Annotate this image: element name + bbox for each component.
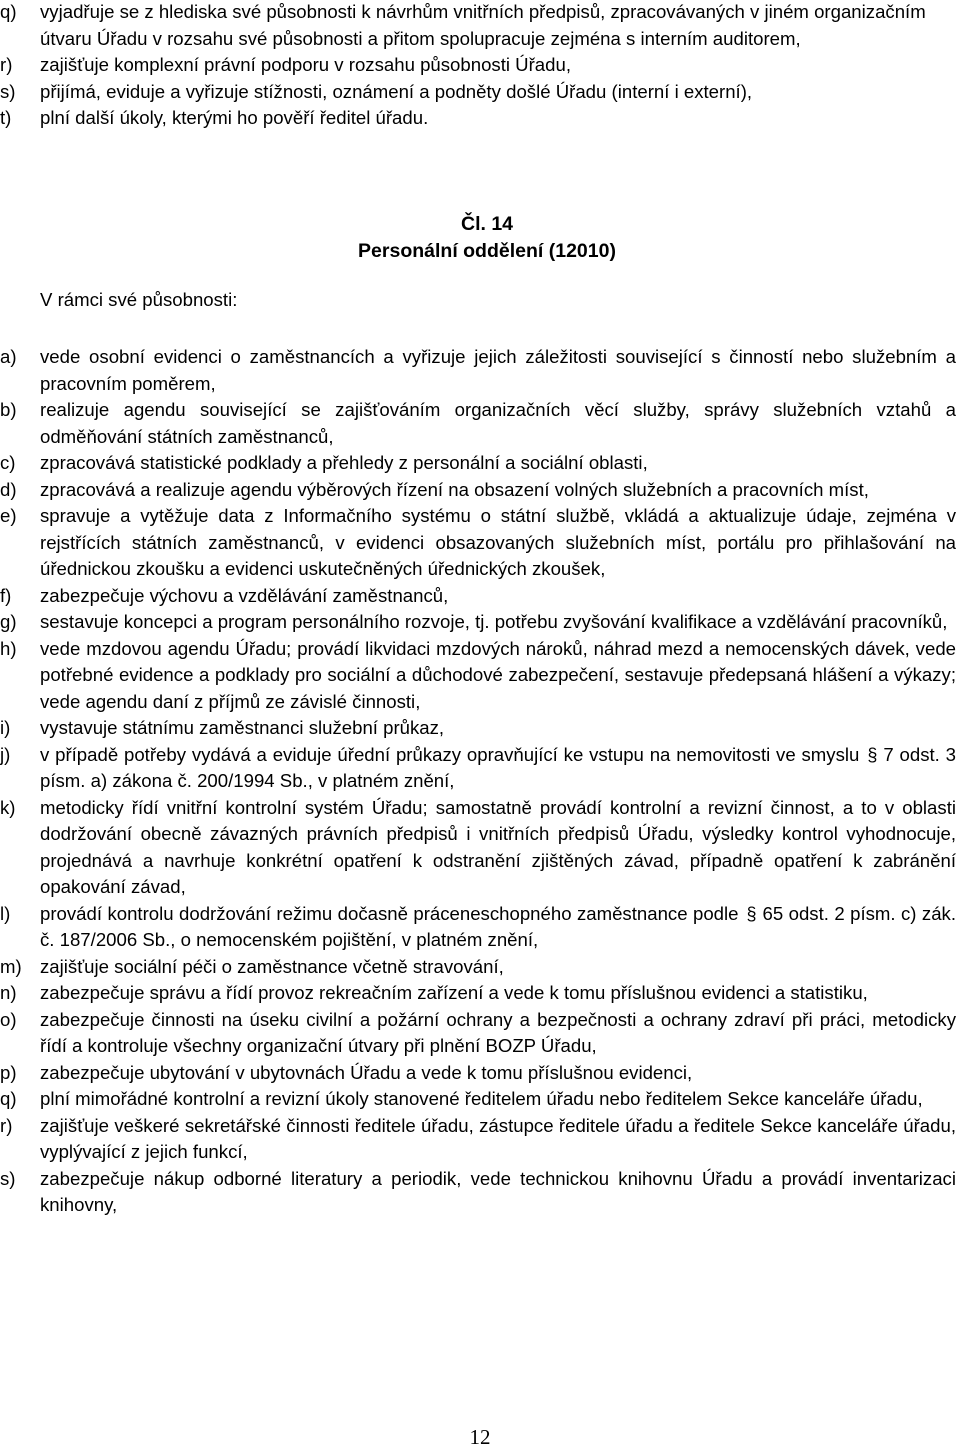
item-text-before: provádí kontrolu dodržování režimu dočasně práceneschopného zaměstnance podle (40, 902, 739, 924)
item-text: zajišťuje sociální péči o zaměstnance včetně stravování, (40, 955, 504, 977)
item-label: e) (0, 505, 17, 526)
item-text: vystavuje státnímu zaměstnanci služební průkaz, (40, 717, 445, 738)
article-intro: V rámci své působnosti: (40, 289, 238, 310)
item-text: vyjadřuje se z hlediska své působnosti k návrhům vnitřních předpisů, zpracovávaných v jiném organizačním útvaru Úřadu v rozsahu své působnosti a přitom spolupracuje zejména s interním auditorem, (40, 1, 926, 49)
list-item (0, 0, 960, 52)
item-text: plní mimořádné kontrolní a revizní úkoly stanovené ředitelem úřadu nebo ředitelem Sekce kanceláře úřadu, (40, 1088, 923, 1109)
item-text: metodicky řídí vnitřní kontrolní systém Úřadu; samostatně provádí kontrolní a revizní činnost, a to v oblasti dodržování obecně závazných právních předpisů i vnitřních předpisů Úřadu, výsledky kontrol vyhodnocuje, projednává a navrhuje konkrétní opatření k odstranění zjištěných závad, případně opatření k zabránění opakování závad, (40, 796, 956, 897)
item-text-after: , v platném znění, (307, 770, 455, 791)
item-text: zajišťuje veškeré sekretářské činnosti ředitele úřadu, zástupce ředitele úřadu a ředitele Sekce kanceláře úřadu, vyplývající z jejich funkcí, (40, 1114, 956, 1162)
list-item (0, 450, 960, 477)
item-text: zpracovává statistické podklady a přehledy z personální a sociální oblasti, (40, 452, 648, 473)
list-item (0, 795, 960, 901)
item-text: spravuje a vytěžuje data z Informačního systému o státní službě, vkládá a aktualizuje údaje, zejména v rejstřících státních zaměstnanců, v evidenci obsazovaných služebních míst, portálu pro přihlašování na úřednickou zkoušku a evidenci uskutečněných úřednických zkoušek, (40, 505, 956, 579)
list-item (0, 583, 960, 610)
law-reference-link[interactable]: 65 odst. 2 písm. c) zák. č. 187/2006 Sb. (40, 902, 956, 950)
list-item (0, 715, 960, 742)
item-label: p) (0, 1061, 17, 1083)
item-text: přijímá, eviduje a vyřizuje stížnosti, oznámení a podněty došlé Úřadu (interní i externí), (40, 80, 753, 102)
item-text: zabezpečuje nákup odborné literatury a periodik, vede technickou knihovnu Úřadu a provádí inventarizaci knihovny, (40, 1167, 956, 1215)
list-item (0, 79, 960, 106)
item-text: zabezpečuje výchovu a vzdělávání zaměstnanců, (40, 584, 449, 606)
item-label: m) (0, 955, 22, 977)
list-item (0, 742, 960, 795)
item-label: i) (0, 717, 11, 738)
article-14-list (0, 344, 960, 1219)
item-label: s) (0, 1167, 16, 1189)
item-label: n) (0, 982, 17, 1003)
item-text: zabezpečuje činnosti na úseku civilní a požární ochrany a bezpečnosti a ochrany zdraví při práci, metodicky řídí a kontroluje všechny organizační útvary při plnění BOZP Úřadu, (40, 1008, 956, 1056)
list-item (0, 609, 960, 636)
item-label: o) (0, 1008, 17, 1030)
item-text: vede mzdovou agendu Úřadu; provádí likvidaci mzdových nároků, náhrad mezd a nemocenských dávek, vede potřebné evidence a podklady pro sociální a důchodové zabezpečení, sestavuje předepsaná hlášení a výkazy; vede agendu daní z příjmů ze závislé činnosti, (40, 637, 956, 712)
list-item (0, 1086, 960, 1113)
list-item (0, 636, 960, 716)
item-label: k) (0, 796, 16, 818)
list-item (0, 105, 960, 132)
list-item (0, 477, 960, 504)
previous-article-list (0, 0, 960, 132)
article-number: Čl. 14 (460, 213, 514, 235)
item-text-before: v případě potřeby vydává a eviduje úřední průkazy opravňující ke vstupu na nemovitosti ve smyslu (40, 743, 860, 765)
item-text: realizuje agendu související se zajišťováním organizačních věcí služby, správy služebních vztahů a odměňování státních zaměstnanců, (40, 399, 956, 447)
list-item (0, 52, 960, 79)
item-text: zajišťuje komplexní právní podporu v rozsahu působnosti Úřadu, (40, 54, 571, 75)
list-item (0, 1007, 960, 1060)
list-item (0, 503, 960, 583)
list-item (0, 344, 960, 397)
item-label: a) (0, 346, 17, 367)
item-label: j) (0, 743, 11, 765)
list-item (0, 1113, 960, 1166)
item-text (40, 901, 960, 954)
item-label: q) (0, 1, 17, 22)
item-label: q) (0, 1088, 17, 1109)
item-label: d) (0, 478, 17, 500)
article-title: Personální oddělení (12010) (358, 240, 616, 262)
item-label: r) (0, 54, 13, 75)
item-label: r) (0, 1114, 13, 1136)
item-label: g) (0, 611, 17, 632)
list-item (0, 1060, 960, 1087)
item-label: c) (0, 452, 16, 473)
paragraph-mark: § (867, 744, 878, 765)
item-text: sestavuje koncepci a program personálního rozvoje, tj. potřebu zvyšování kvalifikace a vzdělávání pracovníků, (40, 611, 948, 632)
item-label: t) (0, 107, 12, 128)
list-item (0, 954, 960, 981)
item-label: s) (0, 80, 16, 102)
list-item (0, 397, 960, 450)
item-text: zabezpečuje ubytování v ubytovnách Úřadu a vede k tomu příslušnou evidenci, (40, 1061, 693, 1083)
item-label: l) (0, 902, 11, 924)
item-label: b) (0, 399, 17, 420)
list-item (0, 901, 960, 954)
item-text: plní další úkoly, kterými ho pověří ředitel úřadu. (40, 107, 429, 128)
item-label: f) (0, 584, 12, 606)
law-reference-link[interactable]: 7 odst. 3 písm. a) zákona č. 200/1994 Sb. (40, 743, 956, 791)
page-number: 12 (469, 1425, 491, 1449)
item-text: zpracovává a realizuje agendu výběrových řízení na obsazení volných služebních a pracovních míst, (40, 478, 869, 500)
paragraph-mark: § (746, 903, 757, 924)
list-item (0, 1166, 960, 1219)
item-label: h) (0, 637, 17, 659)
item-text (40, 742, 960, 795)
item-text: zabezpečuje správu a řídí provoz rekreačním zařízení a vede k tomu příslušnou evidenci a statistiku, (40, 982, 868, 1003)
list-item (0, 980, 960, 1007)
item-text: vede osobní evidenci o zaměstnancích a vyřizuje jejich záležitosti související s činností nebo služebním a pracovním poměrem, (40, 346, 956, 394)
item-text-after: , o nemocenském pojištění, v platném znění, (170, 929, 539, 950)
